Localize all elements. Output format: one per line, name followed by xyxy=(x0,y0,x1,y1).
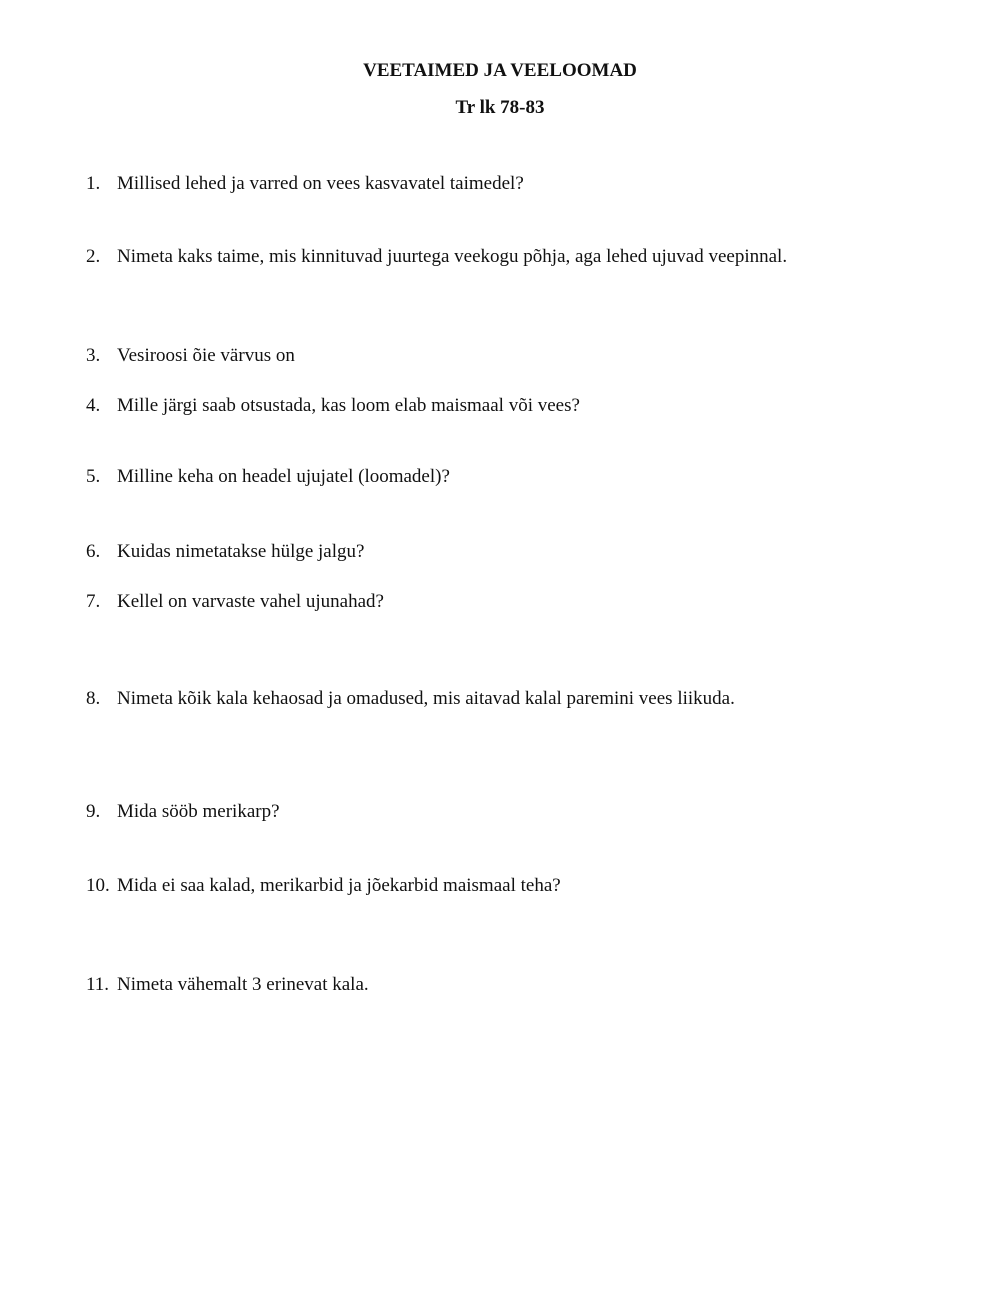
question-text: Kuidas nimetatakse hülge jalgu? xyxy=(117,541,365,562)
question-text: Milline keha on headel ujujatel (loomadel)? xyxy=(117,466,450,487)
question-number: 9. xyxy=(86,801,101,822)
page-title: VEETAIMED JA VEELOOMAD xyxy=(363,60,637,81)
question-text: Mida sööb merikarp? xyxy=(117,801,280,822)
question-text: Kellel on varvaste vahel ujunahad? xyxy=(117,591,384,612)
question-text: Nimeta kõik kala kehaosad ja omadused, mis aitavad kalal paremini vees liikuda. xyxy=(117,688,735,709)
question-text: Millised lehed ja varred on vees kasvavatel taimedel? xyxy=(117,173,524,194)
question-number: 7. xyxy=(86,591,101,612)
question-number: 11. xyxy=(86,974,110,995)
question-text: Vesiroosi õie värvus on xyxy=(117,345,295,366)
page-subtitle: Tr lk 78-83 xyxy=(455,97,545,118)
question-number: 3. xyxy=(86,345,101,366)
question-text: Mida ei saa kalad, merikarbid ja jõekarbid maismaal teha? xyxy=(117,875,561,896)
question-text: Nimeta vähemalt 3 erinevat kala. xyxy=(117,974,369,995)
question-number: 4. xyxy=(86,395,101,416)
question-number: 1. xyxy=(86,173,101,194)
question-number: 2. xyxy=(86,246,101,267)
question-number: 5. xyxy=(86,466,101,487)
question-text: Nimeta kaks taime, mis kinnituvad juurtega veekogu põhja, aga lehed ujuvad veepinnal. xyxy=(117,246,788,267)
question-text: Mille järgi saab otsustada, kas loom elab maismaal või vees? xyxy=(117,395,580,416)
question-number: 6. xyxy=(86,541,101,562)
question-number: 8. xyxy=(86,688,101,709)
question-number: 10. xyxy=(86,875,110,896)
